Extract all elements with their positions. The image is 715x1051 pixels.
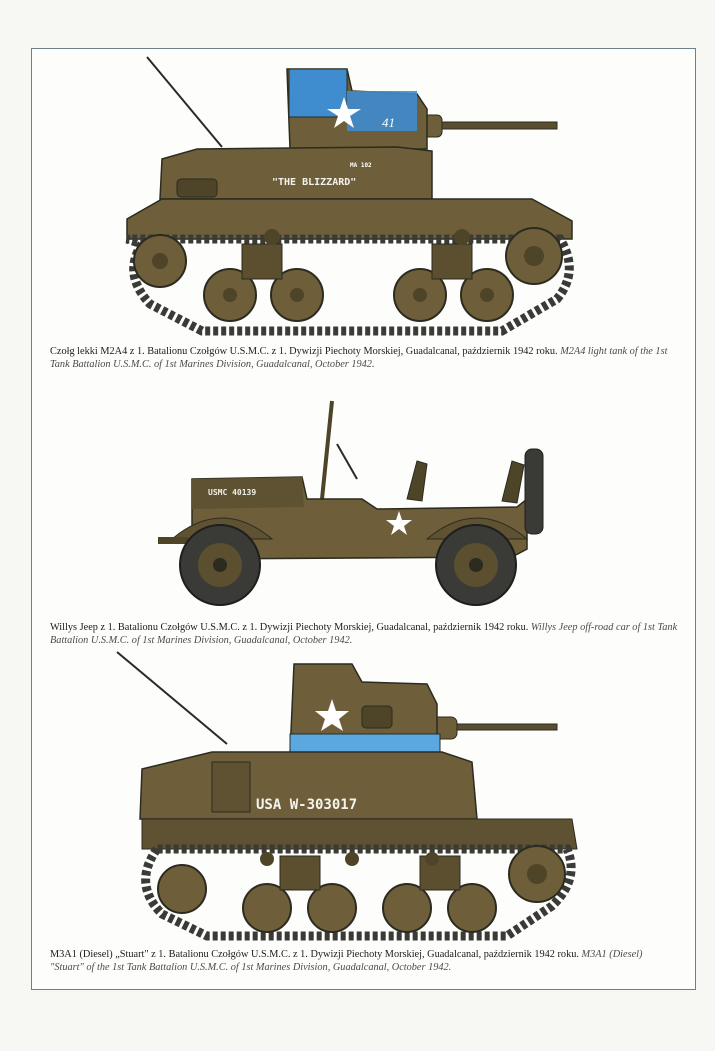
m2a4-caption-en: M2A4 light tank of the 1st Tank Battalion U.S.M.C. of 1st Marines Division, Guadalcanal, October 1942. [50, 346, 668, 370]
jeep-caption-pl: Willys Jeep z 1. Batalionu Czołgów U.S.M.C. z 1. Dywizji Piechoty Morskiej, Guadalcanal, październik 1942 roku. [50, 622, 529, 633]
m2a4-caption-pl: Czołg lekki M2A4 z 1. Batalionu Czołgów U.S.M.C. z 1. Dywizji Piechoty Morskiej, Guadalcanal, październik 1942 roku. [50, 346, 558, 357]
m3a1-caption-pl: M3A1 (Diesel) „Stuart" z 1. Batalionu Czołgów U.S.M.C. z 1. Dywizji Piechoty Morskiej, Guadalcanal, październik 1942 roku. [50, 949, 579, 960]
m2a4-hull-code: MA 102 [350, 162, 372, 169]
m2a4-name-marking: "THE BLIZZARD" [272, 177, 357, 188]
m3a1-turret-band [290, 734, 440, 752]
plate-m3a1 [32, 644, 695, 984]
m2a4-illustration [32, 49, 695, 339]
plate-jeep [32, 389, 695, 659]
m3a1-caption-en: M3A1 (Diesel) "Stuart" of the 1st Tank Battalion U.S.M.C. of 1st Marines Division, Guadalcanal, October 1942. [50, 949, 643, 973]
plate-m2a4 [32, 49, 695, 379]
jeep-caption-en: Willys Jeep off-road car of 1st Tank Battalion U.S.M.C. of 1st Marines Division, Guadalcanal, October 1942. [50, 622, 678, 646]
m2a4-caption [50, 345, 678, 371]
m3a1-illustration [32, 644, 695, 944]
m3a1-registration: USA W-303017 [256, 797, 358, 813]
jeep-illustration [32, 389, 695, 619]
m2a4-turret-number: 41 [382, 115, 395, 130]
page-frame [31, 48, 696, 990]
m3a1-caption [50, 948, 678, 974]
jeep-registration: USMC 40139 [208, 488, 257, 497]
